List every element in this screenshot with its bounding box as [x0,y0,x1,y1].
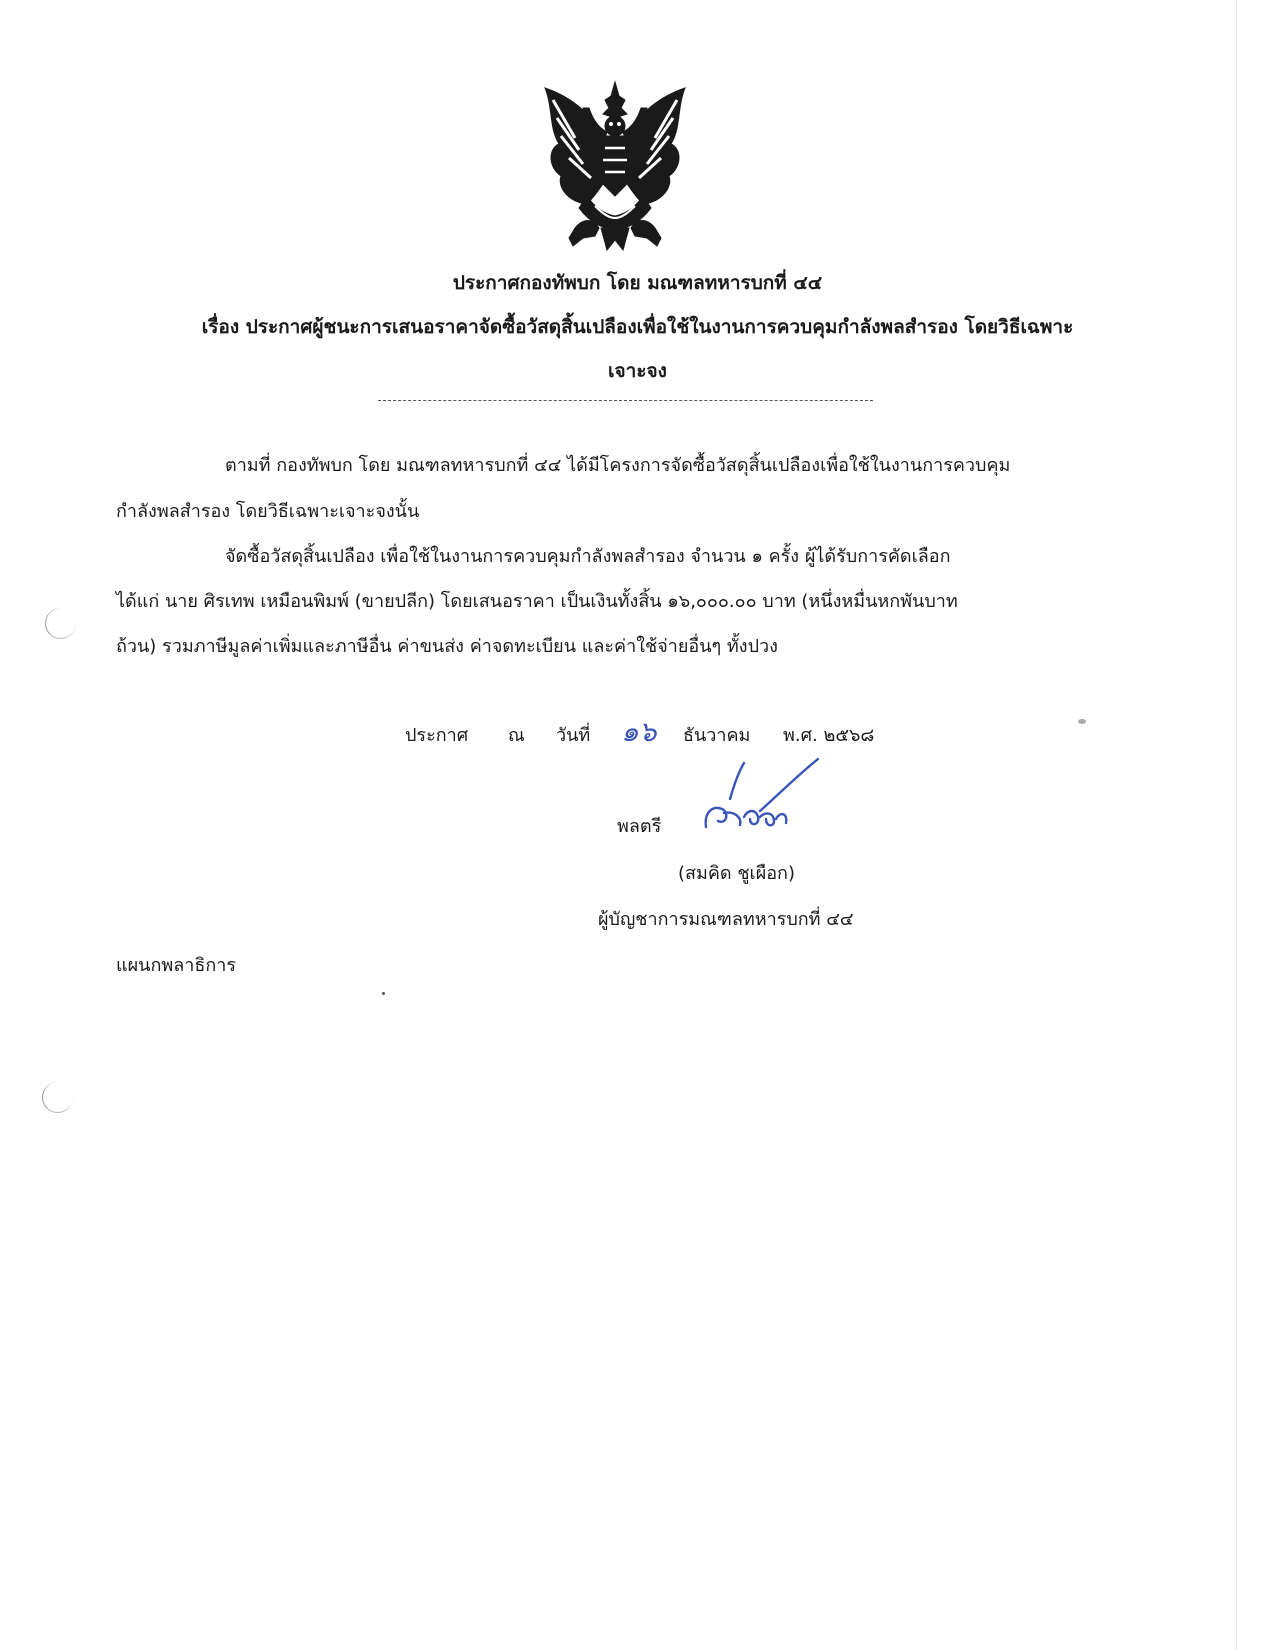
department-label: แผนกพลาธิการ [116,955,237,976]
body-line-5: ถ้วน) รวมภาษีมูลค่าเพิ่มและภาษีอื่น ค่าขนส่ง ค่าจดทะเบียน และค่าใช้จ่ายอื่นๆ ทั้งปวง [116,636,778,657]
body-line-3: จัดซื้อวัสดุสิ้นเปลือง เพื่อใช้ในงานการควบคุมกำลังพลสำรอง จำนวน ๑ ครั้ง ผู้ได้รับการคัดเลือก [225,546,951,567]
punch-hole-mark [42,1082,73,1113]
date-day-handwritten: ๑๖ [621,715,657,748]
date-at-label: ณ [508,725,525,746]
date-year: พ.ศ. ๒๕๖๘ [783,725,875,746]
body-line-4: ได้แก่ นาย ศิรเทพ เหมือนพิมพ์ (ขายปลีก) โดยเสนอราคา เป็นเงินทั้งสิ้น ๑๖,๐๐๐.๐๐ บาท (หนึ่งหมื่นหกพันบาท [116,591,958,612]
document-heading: ประกาศกองทัพบก โดย มณฑลทหารบกที่ ๔๔ [452,272,823,294]
scan-speck [382,992,385,995]
date-day-label: วันที่ [556,725,591,746]
scan-speck [1078,719,1086,724]
document-subject-line-1: เรื่อง ประกาศผู้ชนะการเสนอราคาจัดซื้อวัสดุสิ้นเปลืองเพื่อใช้ในงานการควบคุมกำลังพลสำรอง โดยวิธีเฉพาะ [201,316,1074,338]
body-line-1: ตามที่ กองทัพบก โดย มณฑลทหารบกที่ ๔๔ ได้มีโครงการจัดซื้อวัสดุสิ้นเปลืองเพื่อใช้ในงานการควบคุม [225,455,1011,476]
divider [378,400,873,401]
signatory-rank: พลตรี [617,816,662,837]
body-line-2: กำลังพลสำรอง โดยวิธีเฉพาะเจาะจงนั้น [116,501,420,522]
signatory-position: ผู้บัญชาการมณฑลทหารบกที่ ๔๔ [598,909,854,930]
signature-icon [700,755,830,840]
punch-hole-mark [45,608,76,639]
scan-edge [1236,0,1237,1650]
document-subject-line-2: เจาะจง [608,360,667,382]
date-month: ธันวาคม [683,725,751,746]
date-announce-label: ประกาศ [405,725,469,746]
garuda-emblem-icon [535,78,695,254]
signatory-name: (สมคิด ชูเผือก) [678,863,795,884]
